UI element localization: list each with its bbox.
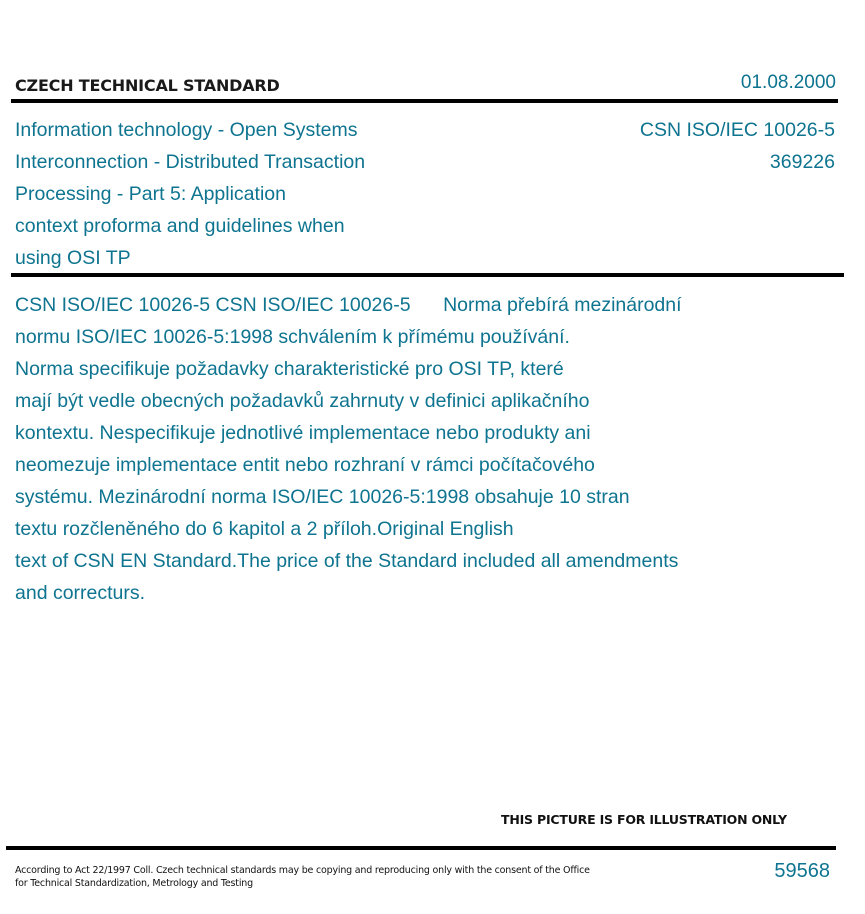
- title-line: Processing - Part 5: Application: [15, 183, 286, 205]
- title-line: using OSI TP: [15, 247, 131, 269]
- standard-title: [15, 114, 435, 274]
- description-line: systému. Mezinárodní norma ISO/IEC 10026-5:1998 obsahuje 10 stran: [15, 486, 630, 508]
- legal-line: According to Act 22/1997 Coll. Czech technical standards may be copying and reproducing only with the consent of the Office: [15, 865, 590, 876]
- header-divider: [11, 99, 838, 103]
- title-line: Information technology - Open Systems: [15, 119, 358, 141]
- description-line: text of CSN EN Standard.The price of the Standard included all amendments: [15, 550, 679, 572]
- title-line: context proforma and guidelines when: [15, 215, 345, 237]
- document-number: 59568: [774, 860, 830, 882]
- title-line: Interconnection - Distributed Transaction: [15, 151, 366, 173]
- description-line: Norma specifikuje požadavky charakteristické pro OSI TP, které: [15, 358, 564, 380]
- illustration-notice: THIS PICTURE IS FOR ILLUSTRATION ONLY: [501, 812, 787, 827]
- description-line: mají být vedle obecných požadavků zahrnuty v definici aplikačního: [15, 390, 590, 412]
- legal-notice: [15, 864, 595, 890]
- title-divider: [11, 273, 844, 277]
- publication-date: 01.08.2000: [740, 72, 836, 93]
- description-line: normu ISO/IEC 10026-5:1998 schválením k přímému používání.: [15, 326, 570, 348]
- standard-code: CSN ISO/IEC 10026-5: [639, 119, 835, 141]
- description-line: and correcturs.: [15, 582, 146, 604]
- description-line: CSN ISO/IEC 10026-5 CSN ISO/IEC 10026-5 Norma přebírá mezinárodní: [15, 294, 682, 316]
- footer-divider: [6, 846, 836, 850]
- description-line: kontextu. Nespecifikuje jednotlivé implementace nebo produkty ani: [15, 422, 591, 444]
- description-line: textu rozčleněného do 6 kapitol a 2 příloh.Original English: [15, 518, 514, 540]
- standard-identifiers: [640, 114, 835, 178]
- catalog-number: 369226: [769, 151, 835, 173]
- legal-line: for Technical Standardization, Metrology and Testing: [15, 878, 253, 889]
- standard-description: [15, 289, 815, 609]
- document-type-label: CZECH TECHNICAL STANDARD: [15, 76, 280, 95]
- description-line: neomezuje implementace entit nebo rozhraní v rámci počítačového: [15, 454, 595, 476]
